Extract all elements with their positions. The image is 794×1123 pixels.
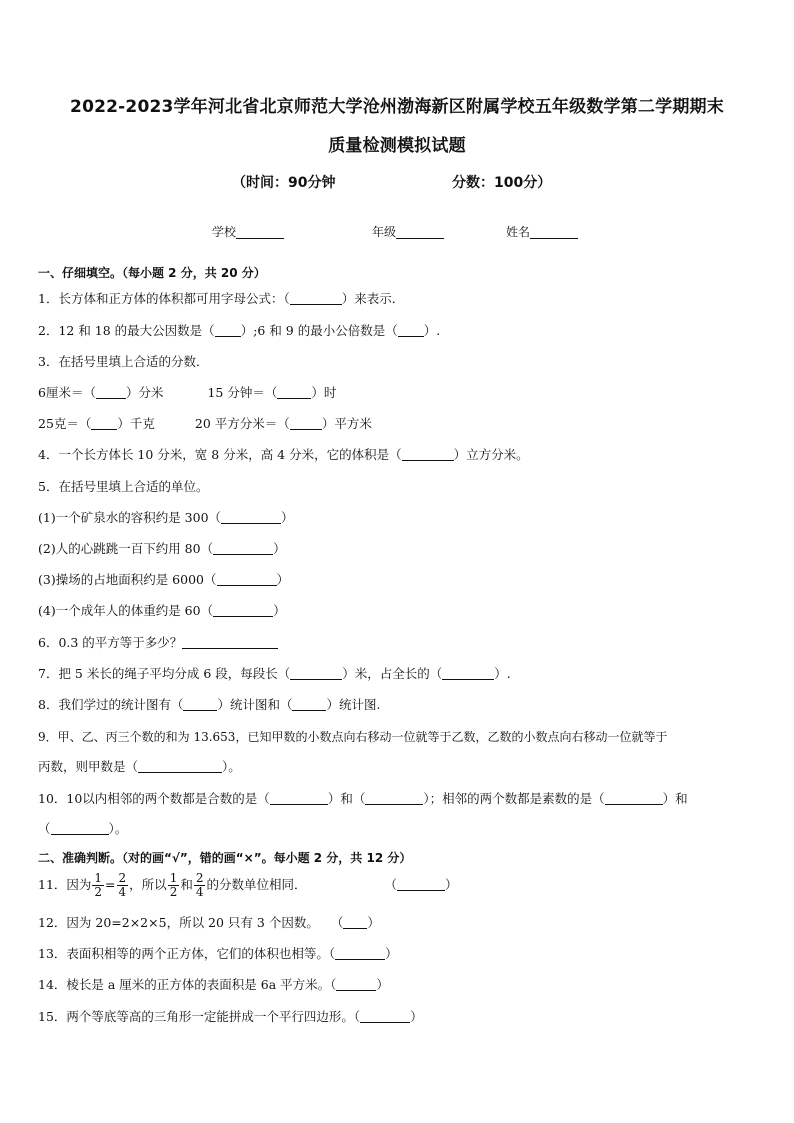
exam-title-line2: 质量检测模拟试题	[328, 136, 466, 156]
question-1: 1．长方体和正方体的体积都可用字母公式：（ ）来表示．	[38, 291, 405, 306]
question-3-row1: 6厘米＝（ ）分米 15 分钟＝（ ）时	[38, 385, 337, 400]
answer-blank[interactable]	[183, 697, 217, 711]
question-2: 2．12 和 18 的最大公因数是（ ）;6 和 9 的最小公倍数是（ ）.	[38, 323, 441, 338]
section2-heading: 二、准确判断。（对的画“√”，错的画“×”。每小题 2 分，共 12 分）	[38, 851, 412, 865]
school-label: 学校	[212, 225, 237, 239]
answer-blank[interactable]	[397, 877, 445, 891]
answer-blank[interactable]	[290, 291, 342, 305]
question-8: 8．我们学过的统计图有（ ）统计图和（ ）统计图.	[38, 697, 381, 712]
answer-blank[interactable]	[292, 697, 326, 711]
answer-blank[interactable]	[91, 416, 117, 430]
question-13: 13．表面积相等的两个正方体，它们的体积也相等。（ ）	[38, 946, 398, 961]
question-11: 11．因为 $\frac{1}{2}$ = $\frac{2}{4}$ ，所以 $\frac{1}{2}$ 和 $\frac{2}{4}$ 的分数单位相同． （ ）	[38, 871, 458, 899]
question-10-line1: 10．10以内相邻的两个数都是合数的是（ ）和（ ）；相邻的两个数都是素数的是（ ）和	[38, 791, 688, 806]
question-10-line2: （ ）。	[38, 821, 128, 836]
name-label: 姓名	[506, 225, 531, 239]
fraction: $\frac{1}{2}$	[94, 871, 103, 899]
name-field[interactable]	[506, 223, 578, 240]
exam-title-line1: 2022-2023学年河北省北京师范大学沧州渤海新区附属学校五年级数学第二学期期末	[70, 97, 724, 117]
school-field[interactable]	[212, 223, 284, 240]
answer-blank[interactable]	[442, 666, 494, 680]
question-5-2: (2)人的心跳跳一百下约用 80（ ）	[38, 541, 286, 556]
question-7: 7．把 5 米长的绳子平均分成 6 段，每段长（ ）米，占全长的（ ）.	[38, 666, 511, 681]
answer-blank[interactable]	[213, 541, 273, 555]
grade-field[interactable]	[372, 223, 444, 240]
total-score: 分数：100分）	[452, 175, 552, 191]
question-6: 6．0.3 的平方等于多少？	[38, 634, 278, 652]
answer-blank[interactable]	[270, 791, 328, 805]
question-14: 14．棱长是 a 厘米的正方体的表面积是 6a 平方米。（ ）	[38, 977, 389, 992]
answer-blank[interactable]	[398, 323, 424, 337]
answer-blank[interactable]	[182, 635, 278, 649]
answer-blank[interactable]	[138, 759, 222, 773]
time-limit: （时间：90分钟	[232, 175, 336, 191]
name-blank[interactable]	[530, 225, 578, 239]
answer-blank[interactable]	[96, 385, 126, 399]
answer-blank[interactable]	[221, 510, 281, 524]
question-3: 3．在括号里填上合适的分数．	[38, 354, 209, 369]
answer-blank[interactable]	[290, 416, 322, 430]
answer-blank[interactable]	[605, 791, 663, 805]
answer-blank[interactable]	[213, 603, 273, 617]
answer-blank[interactable]	[51, 821, 109, 835]
question-3-row2: 25克＝（ ）千克 20 平方分米＝（ ）平方米	[38, 416, 372, 431]
answer-blank[interactable]	[215, 323, 241, 337]
fraction: $\frac{2}{4}$	[118, 871, 127, 899]
fraction: $\frac{2}{4}$	[195, 871, 204, 899]
answer-blank[interactable]	[336, 977, 376, 991]
question-5-1: (1)一个矿泉水的容积约是 300（ ）	[38, 510, 294, 525]
question-9-line2: 丙数，则甲数是（ ）。	[38, 759, 241, 774]
answer-blank[interactable]	[402, 447, 454, 461]
answer-blank[interactable]	[360, 1009, 410, 1023]
question-5-3: (3)操场的占地面积约是 6000（ ）	[38, 572, 290, 587]
answer-blank[interactable]	[217, 572, 277, 586]
question-5: 5．在括号里填上合适的单位。	[38, 479, 209, 494]
section1-heading: 一、仔细填空。（每小题 2 分，共 20 分）	[38, 266, 266, 280]
grade-label: 年级	[372, 225, 397, 239]
answer-blank[interactable]	[290, 666, 342, 680]
grade-blank[interactable]	[396, 225, 444, 239]
answer-blank[interactable]	[365, 791, 423, 805]
school-blank[interactable]	[236, 225, 284, 239]
question-9-line1: 9．甲、乙、丙三个数的和为 13.653，已知甲数的小数点向右移动一位就等于乙数，乙数的小数点向右移动一位就等于	[38, 730, 668, 744]
answer-blank[interactable]	[277, 385, 311, 399]
question-15: 15．两个等底等高的三角形一定能拼成一个平行四边形。（ ）	[38, 1009, 423, 1024]
question-5-4: (4)一个成年人的体重约是 60（ ）	[38, 603, 286, 618]
question-4: 4．一个长方体长 10 分米，宽 8 分米，高 4 分米，它的体积是（ ）立方分米。	[38, 447, 529, 462]
answer-blank[interactable]	[343, 915, 367, 929]
answer-blank[interactable]	[335, 946, 385, 960]
fraction: $\frac{1}{2}$	[169, 871, 178, 899]
question-12: 12．因为 20=2×2×5，所以 20 只有 3 个因数。 （ ）	[38, 915, 380, 930]
